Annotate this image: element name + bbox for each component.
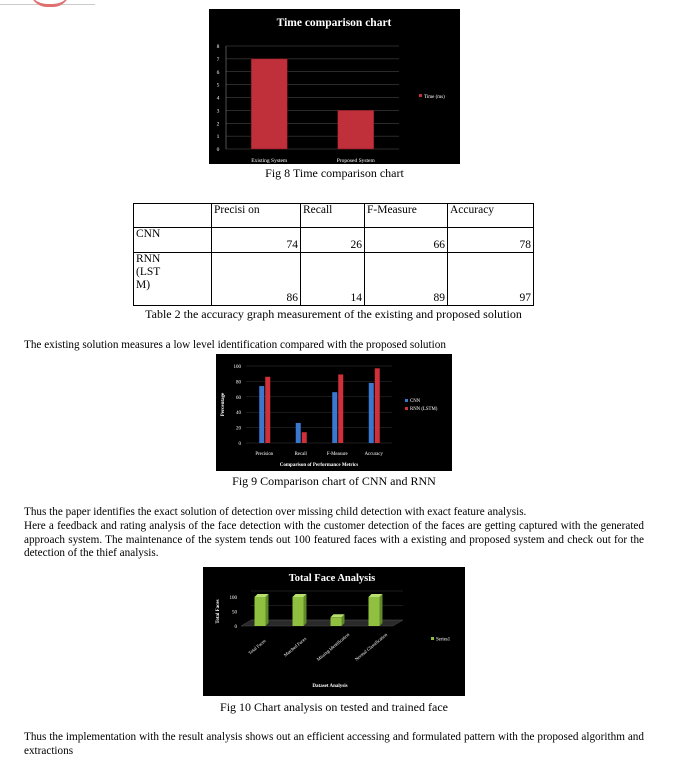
- y-tick-label: 100: [233, 365, 241, 370]
- bar: [331, 617, 342, 626]
- table-cell: 66: [365, 228, 448, 253]
- y-tick-label: 80: [236, 380, 241, 386]
- bar: [296, 423, 301, 443]
- chart-title: Total Face Analysis: [288, 573, 376, 584]
- bar: [293, 597, 304, 626]
- x-tick-label: F-Measure: [326, 452, 348, 457]
- bar-side: [266, 594, 269, 626]
- row-label: [134, 253, 212, 306]
- x-tick-label: Accuracy: [364, 452, 383, 457]
- fig8-caption: Fig 8 Time comparison chart: [265, 166, 404, 180]
- legend-label: CNN: [410, 399, 421, 404]
- table-cell: 14: [301, 253, 365, 306]
- x-tick-label: Missing Identification: [315, 631, 351, 662]
- bar-side: [304, 594, 307, 626]
- y-tick-label: 8: [216, 44, 220, 50]
- x-tick-label: Precision: [255, 452, 274, 457]
- bar: [259, 386, 264, 443]
- fig10-caption: Fig 10 Chart analysis on tested and trained face: [220, 700, 448, 714]
- table-row: [134, 228, 534, 253]
- row-label: CNN: [134, 228, 212, 253]
- y-tick-label: 100: [229, 596, 237, 601]
- row-label-line: (LST: [136, 266, 161, 278]
- bar-side: [380, 594, 383, 626]
- fig9-chart: [216, 354, 452, 471]
- legend-swatch: [405, 399, 408, 402]
- table-header-cell: F-Measure: [365, 204, 448, 228]
- y-tick-label: 0: [238, 442, 241, 447]
- paragraph-existing-solution: The existing solution measures a low level identification compared with the proposed solution: [24, 339, 446, 351]
- x-tick-label: Matched Faces: [282, 636, 308, 658]
- x-tick-label: Normal Classification: [353, 631, 389, 662]
- y-tick-label: 6: [216, 69, 220, 76]
- legend-swatch: [431, 637, 434, 640]
- table-header-row: [134, 204, 534, 228]
- y-axis-label: Total Faces: [216, 599, 221, 624]
- fig8-chart: [209, 9, 460, 164]
- bar: [338, 110, 374, 149]
- bar: [375, 368, 380, 443]
- x-tick-label: Recall: [294, 452, 307, 457]
- y-tick-label: 0: [234, 625, 237, 630]
- table-header-cell: Accuracy: [448, 204, 534, 228]
- bar: [338, 374, 343, 443]
- y-tick-label: 60: [236, 395, 241, 401]
- bar: [265, 377, 270, 443]
- paragraph-conclusion: Thus the paper identifies the exact solution of detection over missing child detection with exact feature analysis.: [24, 506, 527, 518]
- row-label-line: RNN: [136, 253, 161, 265]
- legend-label: Time (ms): [424, 95, 445, 100]
- legend-swatch: [405, 407, 408, 410]
- y-axis-label: Percentage: [221, 392, 226, 417]
- table-cell: 78: [448, 228, 534, 253]
- table-cell: 97: [448, 253, 534, 306]
- fig10-chart: [203, 567, 465, 696]
- table-cell: 26: [301, 228, 365, 253]
- table-cell: 74: [212, 228, 301, 253]
- bar: [302, 432, 307, 443]
- table-header-cell: Recall: [301, 204, 365, 228]
- paragraph-implementation: Thus the implementation with the result analysis shows out an efficient accessing and formulated pattern with the proposed algorithm and extractions: [24, 731, 644, 757]
- bar: [251, 59, 287, 149]
- table2-caption: Table 2 the accuracy graph measurement of the existing and proposed solution: [145, 307, 522, 321]
- x-tick-label: Proposed System: [336, 158, 375, 164]
- y-tick-label: 1: [216, 134, 220, 141]
- bar: [369, 383, 374, 443]
- bar: [255, 597, 266, 626]
- x-tick-label: Total Faces: [247, 638, 267, 656]
- y-tick-label: 4: [216, 95, 220, 102]
- x-axis-label: Comparison of Performance Metrics: [279, 463, 359, 468]
- y-tick-label: 2: [216, 121, 220, 128]
- table-header-cell: [134, 204, 212, 228]
- y-tick-label: 5: [216, 82, 220, 89]
- table-header-cell: Precisi on: [212, 204, 301, 228]
- y-tick-label: 7: [216, 56, 220, 63]
- x-tick-label: Existing System: [251, 158, 288, 164]
- x-axis-label: Dataset Analysis: [312, 684, 348, 689]
- table-cell: 89: [365, 253, 448, 306]
- legend-label: Series1: [436, 637, 451, 643]
- table-cell: 86: [212, 253, 301, 306]
- fig9-caption: Fig 9 Comparison chart of CNN and RNN: [232, 474, 436, 488]
- bar: [332, 392, 337, 443]
- results-table: [133, 203, 534, 306]
- legend-swatch: [419, 94, 422, 97]
- y-tick-label: 20: [236, 426, 241, 432]
- bar: [369, 597, 380, 626]
- y-tick-label: 50: [232, 610, 237, 616]
- legend-label: RNN (LSTM): [410, 407, 438, 412]
- table-row: [134, 253, 534, 306]
- paragraph-feedback: Here a feedback and rating analysis of the face detection with the customer detection of the faces are getting captured with the generated approach system. The maintenance of the system tends out 100 featured faces with a existing and proposed system and check out for the detection of the thief analysis.: [24, 520, 644, 559]
- y-tick-label: 40: [236, 411, 241, 417]
- y-tick-label: 0: [216, 147, 220, 153]
- y-tick-label: 3: [216, 108, 220, 115]
- chart-title: Time comparison chart: [276, 17, 392, 29]
- row-label-line: M): [136, 279, 151, 291]
